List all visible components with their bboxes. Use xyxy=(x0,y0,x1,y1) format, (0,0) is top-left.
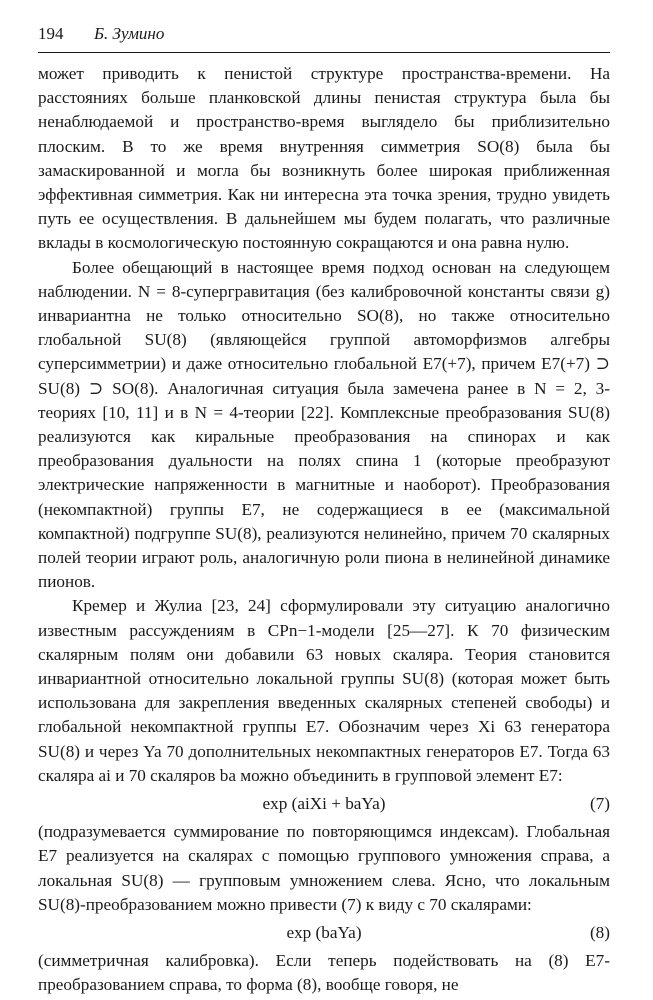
page-body xyxy=(38,62,610,997)
equation-7-formula: exp (aiXi + baYa) xyxy=(262,794,386,814)
running-author: Б. Зумино xyxy=(94,24,165,43)
equation-8 xyxy=(38,917,610,949)
page-number: 194 xyxy=(38,24,64,43)
equation-8-number: (8) xyxy=(589,922,610,942)
equation-7 xyxy=(38,788,610,820)
paragraph-3: Кремер и Жулиа [23, 24] сформулировали эту ситуацию аналогично известным рассуждениям в CPn−1-модели [25—27]. К 70 физическим скалярным полям они добавили 63 новых скаляра. Теория становится инвариантной относительно локальной группы SU(8) (которая может быть использована для закрепления введенных скалярных степеней свободы) и глобальной некомпактной группы E7. Обозначим через Xi 63 генератора SU(8) и через Ya 70 дополнительных некомпактных генераторов E7. Тогда 63 скаляра ai и 70 скаляров ba можно объединить в групповой элемент E7: xyxy=(38,596,610,785)
paragraph-1: может приводить к пенистой структуре пространства-времени. На расстояниях больше планковской длины пенистая структура была бы ненаблюдаемой и пространство-время выглядело бы приблизительно плоским. В то же время внутренняя симметрия SO(8) была бы замаскированной и могла бы возникнуть более широкая приближенная эффективная симметрия. Как ни интересна эта точка зрения, трудно увидеть путь ее осуществления. В дальнейшем мы будем полагать, что различные вклады в космологическую постоянную сокращаются и она равна нулю. xyxy=(38,64,610,253)
equation-8-formula: exp (baYa) xyxy=(286,922,362,942)
paragraph-2: Более обещающий в настоящее время подход основан на следующем наблюдении. N = 8-супергравитация (без калибровочной константы связи g) инвариантна не только относительно SO(8), но также относительно глобальной SU(8) (являющейся группой автоморфизмов алгебры суперсимметрии) и даже относительно глобальной E7(+7), причем E7(+7) ⊃ SU(8) ⊃ SO(8). Аналогичная ситуация была замечена ранее в N = 2, 3-теориях [10, 11] и в N = 4-теории [22]. Комплексные преобразования SU(8) реализуются как киральные преобразования на спинорах и как преобразования дуальности на полях спина 1 (которые преобразуют электрические напряженности в магнитные и наоборот). Преобразования (некомпактной) группы E7, не содержащиеся в ее (максимальной компактной) подгруппе SU(8), реализуются нелинейно, причем 70 скалярных полей теории играют роль, аналогичную роли пиона в нелинейной динамике пионов. xyxy=(38,257,610,592)
equation-7-number: (7) xyxy=(589,794,610,814)
paragraph-4: (подразумевается суммирование по повторяющимся индексам). Глобальная E7 реализуется на скалярах с помощью группового умножения справа, а локальная SU(8) — групповым умножением слева. Ясно, что локальным SU(8)-преобразованием можно привести (7) к виду с 70 скалярами: xyxy=(38,822,610,914)
running-header xyxy=(38,22,610,53)
paragraph-5: (симметричная калибровка). Если теперь подействовать на (8) E7-преобразованием справа, то форма (8), вообще говоря, не xyxy=(38,950,610,995)
